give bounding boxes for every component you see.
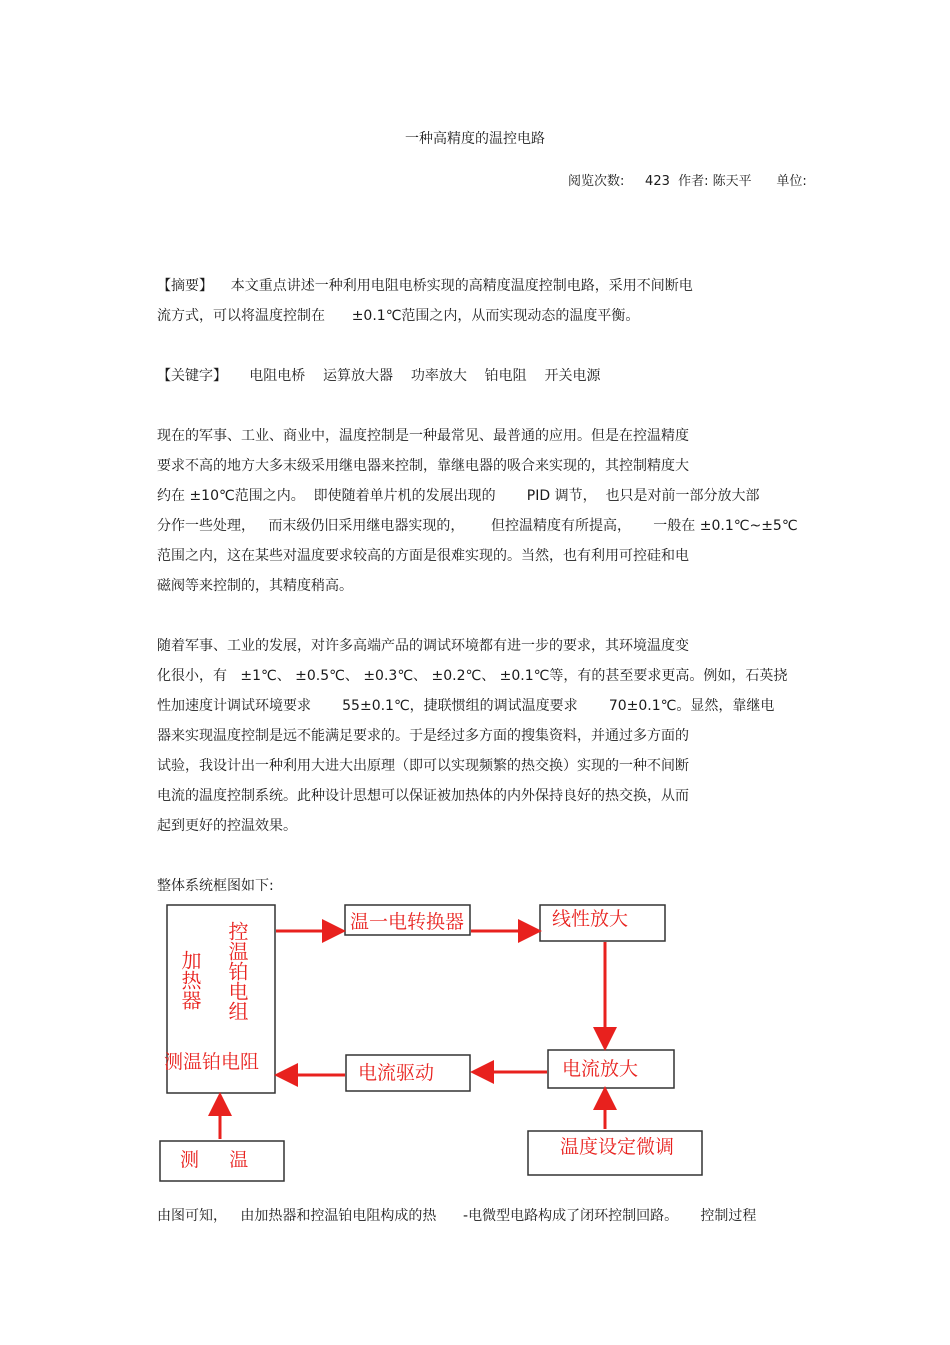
current-amp-label: 电流放大 xyxy=(562,1058,639,1080)
para1-line: 约在 ±10℃范围之内。 即使随着单片机的发展出现的 PID 调节， 也只是对前一部分放大部 xyxy=(157,488,760,504)
keywords: 【关键字】 电阻电桥 运算放大器 功率放大 铂电阻 开关电源 xyxy=(157,368,601,384)
system-block-diagram xyxy=(150,895,720,1190)
current-drive-label: 电流驱动 xyxy=(358,1062,435,1084)
measure-label: 测 温 xyxy=(180,1149,249,1171)
para2-line: 性加速度计调试环境要求 55±0.1℃，捷联惯组的调试温度要求 70±0.1℃。显然，靠继电 xyxy=(157,698,775,714)
article-meta: 阅览次数: 423 作者: 陈天平 单位: xyxy=(568,174,807,189)
para1-line: 要求不高的地方大多末级采用继电器来控制，靠继电器的吸合来实现的，其控制精度大 xyxy=(157,458,689,474)
linear-amp-label: 线性放大 xyxy=(552,908,629,930)
heater-label: 加热器 xyxy=(178,950,202,1010)
para2-line: 化很小，有 ±1℃、 ±0.5℃、 ±0.3℃、 ±0.2℃、 ±0.1℃等，有的甚至要求更高。例如，石英挠 xyxy=(157,668,788,684)
page-title: 一种高精度的温控电路 xyxy=(405,131,545,147)
para2-line: 试验，我设计出一种利用大进大出原理（即可以实现频繁的热交换）实现的一种不间断 xyxy=(157,758,689,774)
para1-line: 磁阀等来控制的，其精度稍高。 xyxy=(157,578,353,594)
para1-line: 现在的军事、工业、商业中，温度控制是一种最常见、最普通的应用。但是在控温精度 xyxy=(157,428,689,444)
diagram-intro: 整体系统框图如下: xyxy=(157,878,274,894)
para2-line: 器来实现温度控制是远不能满足要求的。于是经过多方面的搜集资料，并通过多方面的 xyxy=(157,728,689,744)
para1-line: 范围之内，这在某些对温度要求较高的方面是很难实现的。当然，也有利用可控硅和电 xyxy=(157,548,689,564)
para2-line: 起到更好的控温效果。 xyxy=(157,818,297,834)
ctrl-pt-label: 控温铂电组 xyxy=(225,921,249,1021)
para2-line: 电流的温度控制系统。此种设计思想可以保证被加热体的内外保持良好的热交换，从而 xyxy=(157,788,689,804)
abstract-line-1: 【摘要】 本文重点讲述一种利用电阻电桥实现的高精度温度控制电路，采用不间断电 xyxy=(157,278,693,294)
converter-label: 温一电转换器 xyxy=(350,911,465,933)
setpoint-label: 温度设定微调 xyxy=(560,1136,675,1158)
para2-line: 随着军事、工业的发展，对许多高端产品的调试环境都有进一步的要求，其环境温度变 xyxy=(157,638,689,654)
para1-line: 分作一些处理， 而末级仍旧采用继电器实现的， 但控温精度有所提高， 一般在 ±0.1℃~±5℃ xyxy=(157,518,798,534)
abstract-line-2: 流方式，可以将温度控制在 ±0.1℃范围之内，从而实现动态的温度平衡。 xyxy=(157,308,640,324)
para3-line: 由图可知， 由加热器和控温铂电阻构成的热 -电微型电路构成了闭环控制回路。 控制过程 xyxy=(157,1208,757,1224)
measure-pt-label: 测温铂电阻 xyxy=(164,1051,260,1073)
